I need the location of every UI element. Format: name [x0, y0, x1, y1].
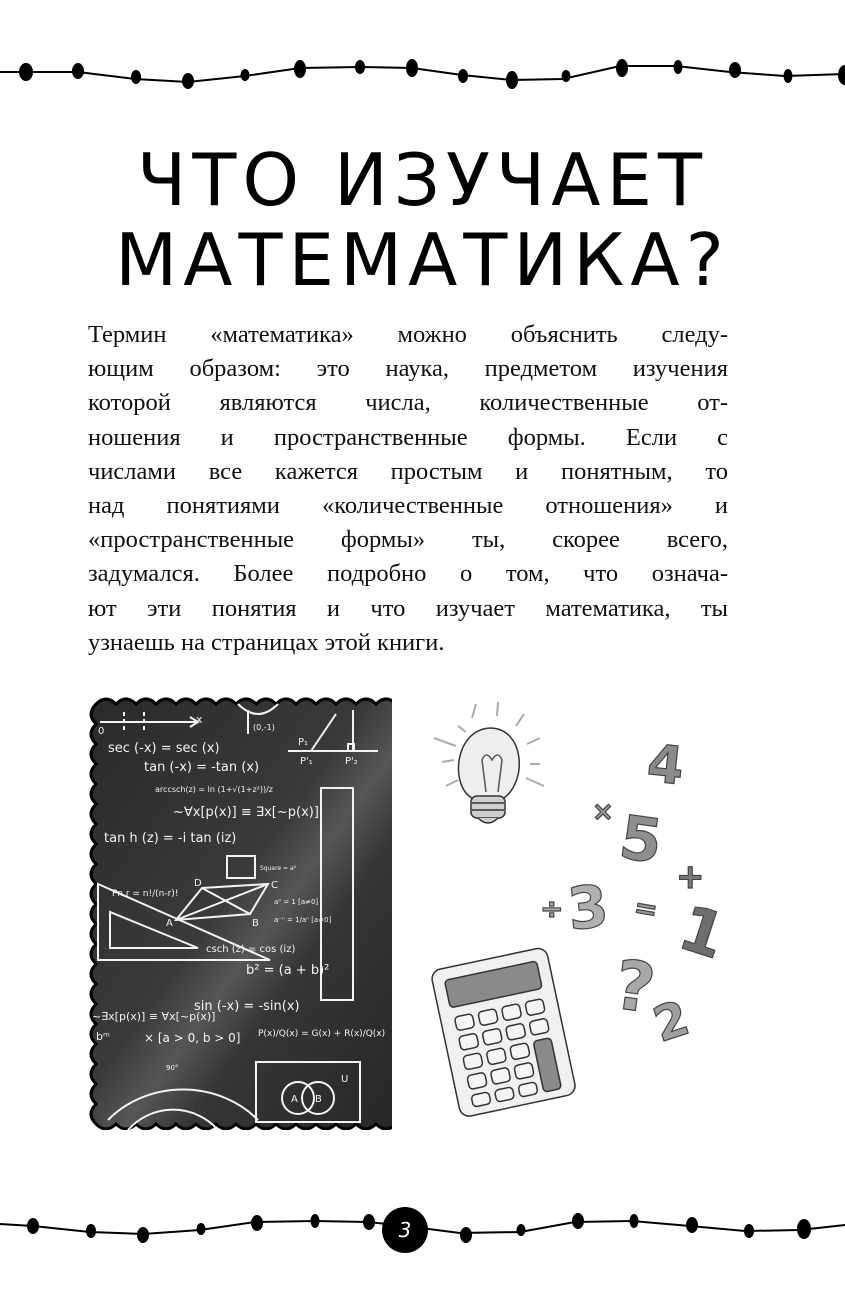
chalkboard-illustration [88, 690, 392, 1130]
calculator-icon [430, 947, 577, 1118]
svg-text:D: D [194, 878, 202, 889]
title-line-1: ЧТО ИЗУЧАЕТ [137, 138, 708, 222]
svg-text:P(x)/Q(x) = G(x) + R(x)/Q(x): P(x)/Q(x) = G(x) + R(x)/Q(x) [258, 1029, 386, 1039]
body-line: которой являются числа, количественные от- [88, 389, 728, 417]
svg-text:sec (-x) = sec (x): sec (-x) = sec (x) [108, 741, 220, 756]
body-line: «пространственные формы» ты, скорее всего, [88, 526, 728, 554]
svg-text:~∃x[p(x)] ≡ ∀x[~p(x)]: ~∃x[p(x)] ≡ ∀x[~p(x)] [92, 1010, 216, 1023]
math-illustrations [420, 690, 750, 1140]
body-line: Термин «математика» можно объяснить следу- [88, 321, 728, 348]
body-line: ют эти понятия и что изучает математика, ты [88, 594, 728, 622]
svg-text:?: ? [609, 945, 660, 1030]
svg-text:×: × [592, 797, 614, 827]
svg-text:4: 4 [644, 733, 687, 798]
svg-text:A: A [166, 918, 173, 929]
svg-text:P'₁: P'₁ [300, 756, 313, 767]
body-line: числами все кажется простым и понятным, то [88, 457, 728, 485]
body-line: ющим образом: это наука, предметом изучения [88, 355, 728, 383]
svg-text:B: B [315, 1094, 322, 1105]
svg-text:5: 5 [615, 802, 667, 878]
body-line: над понятиями «количественные отношения» и [88, 492, 728, 520]
svg-text:C: C [271, 880, 278, 891]
svg-text:90°: 90° [166, 1064, 179, 1072]
svg-text:=: = [631, 890, 661, 927]
svg-text:Square = a²: Square = a² [260, 865, 297, 872]
svg-text:B: B [252, 918, 259, 929]
svg-text:bᵐ: bᵐ [96, 1030, 110, 1043]
svg-text:A: A [291, 1094, 298, 1105]
body-line: узнаешь на страницах этой книги. [88, 628, 445, 656]
svg-text:~∀x[p(x)] ≡ ∃x[~p(x)]: ~∀x[p(x)] ≡ ∃x[~p(x)] [173, 805, 319, 820]
svg-text:+: + [676, 857, 705, 897]
svg-text:U: U [341, 1074, 349, 1085]
svg-text:P'₂: P'₂ [345, 756, 358, 767]
svg-text:Pn,r = n!/(n-r)!: Pn,r = n!/(n-r)! [112, 889, 179, 899]
lightbulb-icon [434, 702, 544, 823]
svg-text:x: x [196, 713, 203, 726]
page-title [0, 140, 845, 300]
svg-text:a⁰ = 1 [a≠0]: a⁰ = 1 [a≠0] [274, 898, 319, 906]
svg-text:a⁻ⁿ = 1/aⁿ [a≠0]: a⁻ⁿ = 1/aⁿ [a≠0] [274, 916, 332, 924]
svg-text:sin (-x) = -sin(x): sin (-x) = -sin(x) [194, 999, 300, 1014]
svg-text:3: 3 [564, 871, 612, 944]
svg-text:P₁: P₁ [298, 737, 309, 748]
svg-text:tan (-x) = -tan (x): tan (-x) = -tan (x) [144, 760, 260, 775]
svg-text:tan h (z) = -i tan (iz): tan h (z) = -i tan (iz) [104, 831, 237, 846]
svg-text:1: 1 [670, 890, 735, 974]
svg-text:÷: ÷ [540, 892, 564, 925]
svg-text:2: 2 [646, 989, 696, 1054]
svg-text:× [a > 0, b > 0]: × [a > 0, b > 0] [144, 1031, 241, 1045]
page-number: 3 [382, 1207, 428, 1253]
body-line: ношения и пространственные формы. Если с [88, 423, 728, 451]
svg-text:arccsch(z) = ln (1+√(1+z²))/z: arccsch(z) = ln (1+√(1+z²))/z [155, 785, 273, 794]
svg-text:(0,-1): (0,-1) [253, 723, 275, 732]
svg-text:csch (z) = cos (iz): csch (z) = cos (iz) [206, 944, 296, 955]
svg-text:0: 0 [98, 726, 105, 737]
title-line-2: МАТЕМАТИКА? [115, 218, 730, 302]
top-beaded-border [0, 40, 845, 110]
body-line: задумался. Более подробно о том, что означа- [88, 560, 728, 588]
body-paragraph [88, 318, 728, 660]
svg-text:b² = (a + b)²: b² = (a + b)² [246, 963, 330, 978]
